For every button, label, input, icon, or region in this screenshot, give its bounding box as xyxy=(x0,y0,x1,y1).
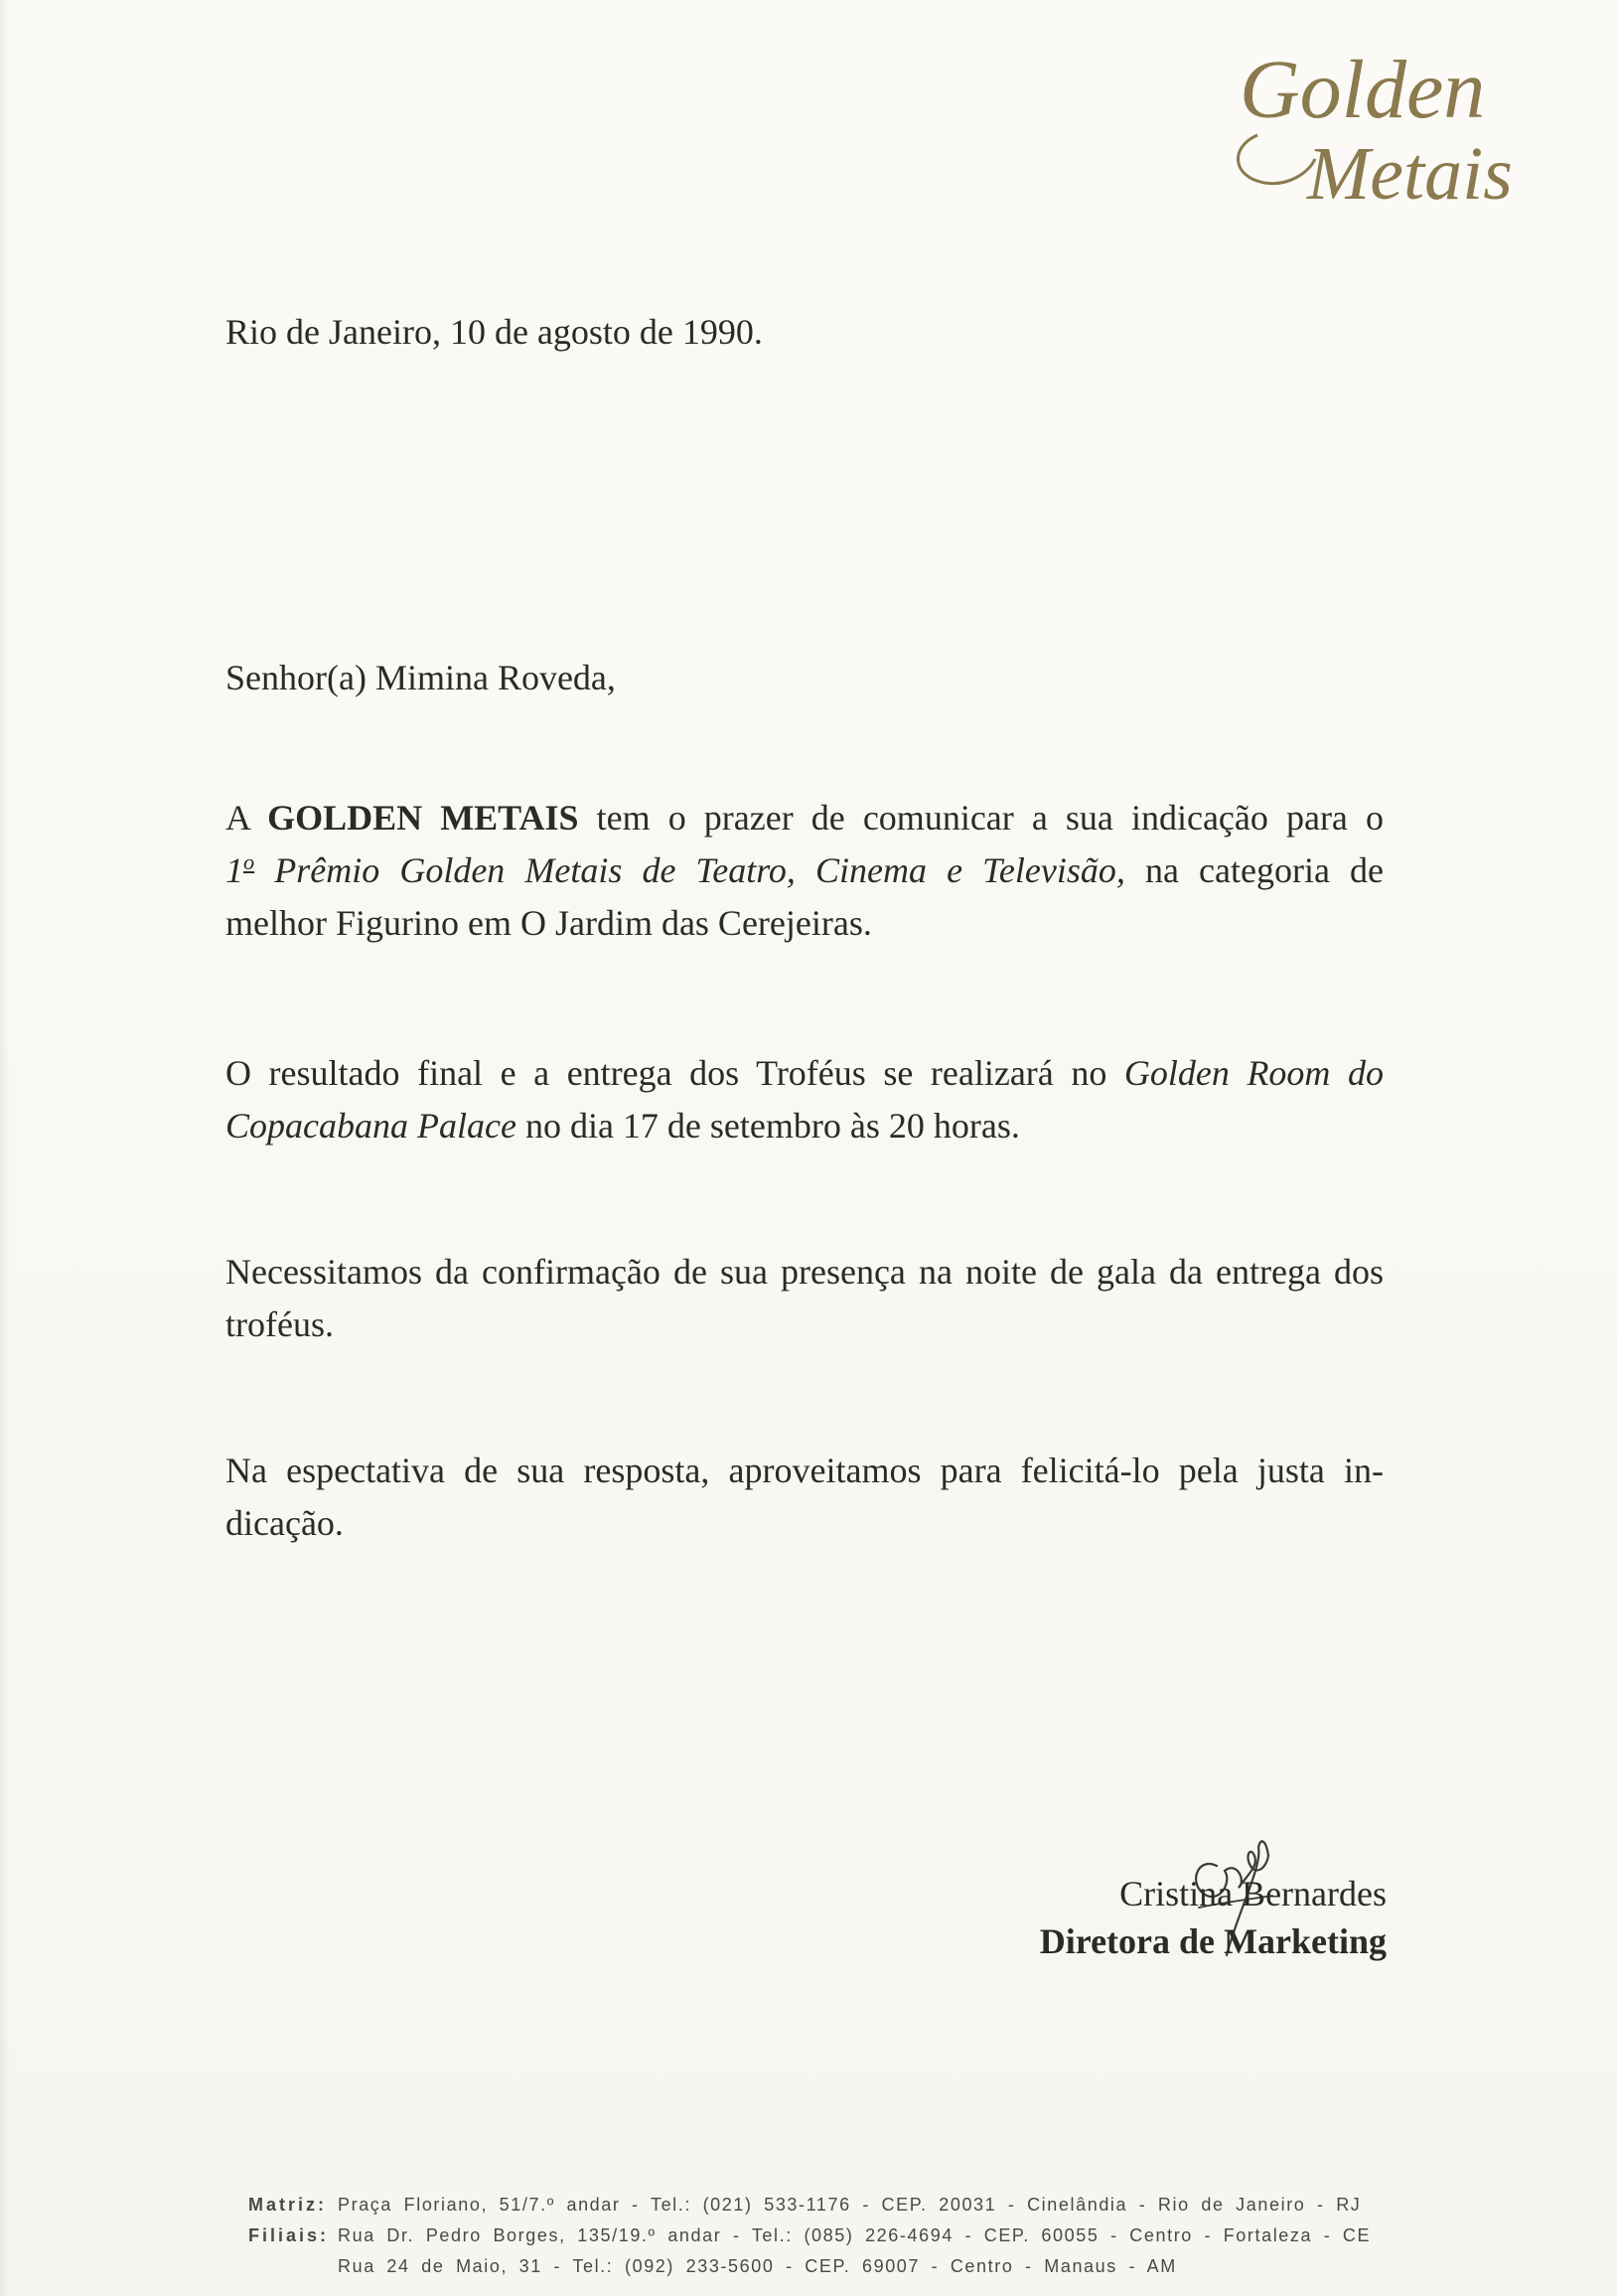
award-number: 1 xyxy=(225,850,243,890)
footer-address-manaus: Rua 24 de Maio, 31 - Tel.: (092) 233-5600 - CEP. 69007 - Centro - Manaus - AM xyxy=(338,2256,1177,2276)
footer-label-spacer xyxy=(248,2251,338,2282)
paragraph-line xyxy=(225,844,1384,897)
paragraph-line: Necessitamos da confirmação de sua presença na noite de gala da entrega dos xyxy=(225,1252,1384,1292)
paragraph-nomination xyxy=(225,792,1384,950)
footer-address-fortaleza: Rua Dr. Pedro Borges, 135/19.º andar - Tel.: (085) 226-4694 - CEP. 60055 - Centro - Fortaleza - CE xyxy=(338,2225,1372,2245)
ordinal-indicator: o xyxy=(243,849,255,874)
paragraph-ceremony xyxy=(225,1047,1384,1152)
signature-block xyxy=(1040,1870,1387,1965)
text-run: O resultado final e a entrega dos Troféus se realizará no xyxy=(225,1053,1124,1093)
paragraph-line xyxy=(225,1100,1384,1152)
paragraph-line xyxy=(225,792,1384,844)
paragraph-line: melhor Figurino em O Jardim das Cerejeiras. xyxy=(225,903,872,943)
company-name: GOLDEN METAIS xyxy=(267,798,579,838)
footer-row-filiais xyxy=(248,2220,1371,2251)
paragraph-confirmation xyxy=(225,1246,1384,1351)
logo-flourish xyxy=(1239,135,1315,184)
footer-address-matriz: Praça Floriano, 51/7.º andar - Tel.: (021) 533-1176 - CEP. 20031 - Cinelândia - Rio de Janeiro - RJ xyxy=(338,2195,1362,2215)
venue-name: Golden Room do xyxy=(1123,1053,1384,1093)
signer-title: Diretora de Marketing xyxy=(1039,1921,1387,1961)
text-run: A xyxy=(225,798,268,838)
footer-row-filial-2 xyxy=(248,2251,1371,2282)
letter-date: Rio de Janeiro, 10 de agosto de 1990. xyxy=(225,312,763,352)
signer-name: Cristina Bernardes xyxy=(1119,1874,1387,1913)
golden-metais-logo xyxy=(1220,38,1557,227)
page-edge-shadow xyxy=(0,0,10,2296)
salutation: Senhor(a) Mimina Roveda, xyxy=(225,658,616,697)
paragraph-line: troféus. xyxy=(225,1304,334,1344)
footer-label-matriz: Matriz: xyxy=(248,2195,327,2215)
text-run: tem o prazer de comunicar a sua indicação para o xyxy=(578,798,1384,838)
text-run: no dia 17 de setembro às 20 horas. xyxy=(515,1106,1020,1146)
paragraph-line xyxy=(225,1047,1384,1100)
logo-word-golden: Golden xyxy=(1240,44,1486,136)
letterhead-footer xyxy=(248,2190,1371,2282)
venue-name: Copacabana Palace xyxy=(225,1106,516,1146)
paragraph-closing xyxy=(225,1445,1384,1550)
paragraph-line: dicação. xyxy=(225,1503,344,1543)
award-title: Prêmio Golden Metais de Teatro, Cinema e Televisão, xyxy=(254,850,1125,890)
award-name xyxy=(225,850,1125,890)
footer-row-matriz xyxy=(248,2190,1371,2220)
logo-word-metais: Metais xyxy=(1307,132,1513,216)
text-run: na categoria de xyxy=(1124,850,1384,890)
paragraph-line: Na espectativa de sua resposta, aproveitamos para felicitá-lo pela justa in- xyxy=(225,1451,1384,1490)
footer-label-filiais: Filiais: xyxy=(248,2225,330,2245)
